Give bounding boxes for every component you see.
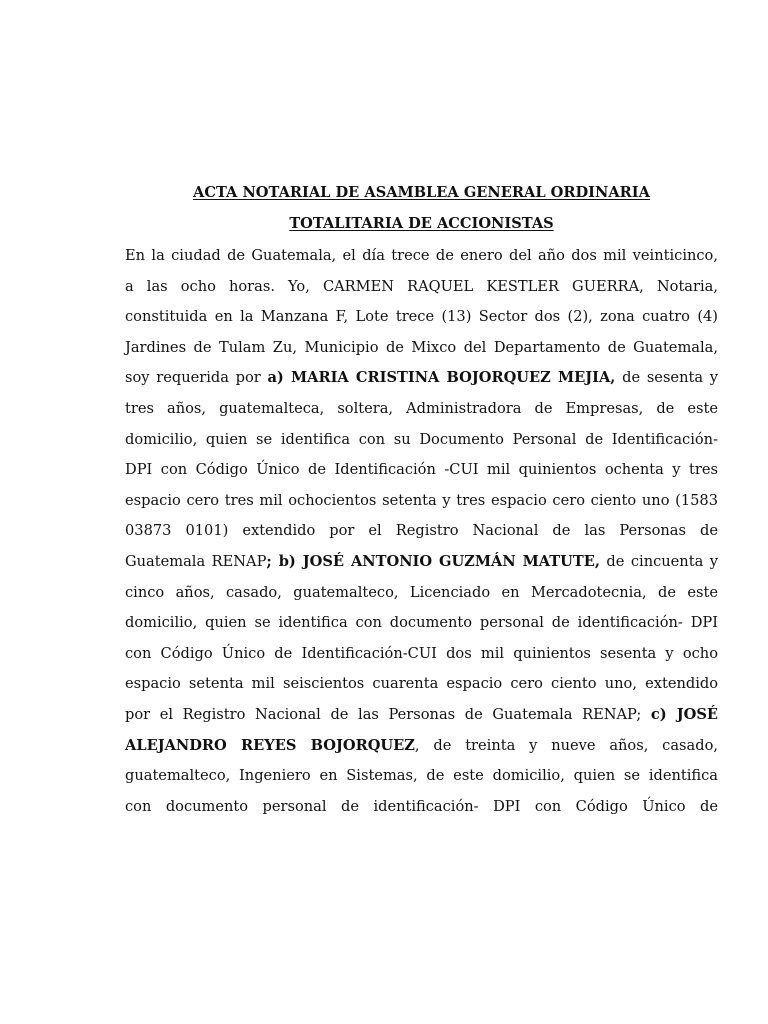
body-line <box>125 735 718 757</box>
body-text: espacio cero tres mil ochocientos setenta y tres espacio cero ciento uno (1583 <box>125 491 718 509</box>
body-line <box>125 704 718 726</box>
body-text: domicilio, quien se identifica con documento personal de identificación- DPI <box>125 614 718 632</box>
body-text: constituida en la Manzana F, Lote trece (13) Sector dos (2), zona cuatro (4) <box>125 308 718 326</box>
body-line <box>125 429 718 451</box>
body-line <box>125 276 718 298</box>
body-line <box>125 612 718 634</box>
body-text: por el Registro Nacional de las Personas de Guatemala RENAP; <box>125 706 651 723</box>
body-bold-text: ALEJANDRO REYES BOJORQUEZ <box>125 736 415 754</box>
body-line <box>125 490 718 512</box>
body-text: , de treinta y nueve años, casado, <box>414 736 719 754</box>
body-text: domicilio, quien se identifica con su Documento Personal de Identificación- <box>125 430 718 448</box>
document-title-text-2: TOTALITARIA DE ACCIONISTAS <box>289 215 554 232</box>
body-line <box>125 765 718 787</box>
body-text: DPI con Código Único de Identificación -CUI mil quinientos ochenta y tres <box>125 461 718 479</box>
body-line <box>125 551 718 573</box>
body-text: 03873 0101) extendido por el Registro Nacional de las Personas de <box>125 522 718 540</box>
body-text: de sesenta y <box>615 369 718 387</box>
body-text: Jardines de Tulam Zu, Municipio de Mixco del Departamento de Guatemala, <box>125 338 718 356</box>
document-title-text-1: ACTA NOTARIAL DE ASAMBLEA GENERAL ORDINARIA <box>193 184 650 201</box>
body-bold-text: a) MARIA CRISTINA BOJORQUEZ MEJIA, <box>267 369 616 387</box>
body-line <box>125 337 718 359</box>
body-line <box>125 673 718 695</box>
body-text: En la ciudad de Guatemala, el día trece de enero del año dos mil veinticinco, <box>125 247 718 264</box>
body-text: guatemalteco, Ingeniero en Sistemas, de este domicilio, quien se identifica <box>125 767 718 785</box>
body-line <box>125 367 718 389</box>
body-text: cinco años, casado, guatemalteco, Licenciado en Mercadotecnia, de este <box>125 583 718 601</box>
body-text: a las ocho horas. Yo, CARMEN RAQUEL KESTLER GUERRA, Notaria, <box>125 277 718 295</box>
body-line <box>125 582 718 604</box>
body-line <box>125 520 718 542</box>
body-text: espacio setenta mil seiscientos cuarenta espacio cero ciento uno, extendido <box>125 675 718 693</box>
document-title-line-2 <box>125 213 718 235</box>
body-line <box>125 306 718 328</box>
body-text: Guatemala RENAP <box>125 553 267 570</box>
body-line <box>125 796 718 818</box>
body-text: tres años, guatemalteca, soltera, Administradora de Empresas, de este <box>125 400 718 417</box>
body-line <box>125 459 718 481</box>
body-bold-text: c) JOSÉ <box>650 706 718 723</box>
document-title-line-1 <box>125 182 718 204</box>
body-line <box>125 398 718 420</box>
body-text: con Código Único de Identificación-CUI dos mil quinientos sesenta y ocho <box>125 644 718 662</box>
body-line <box>125 245 718 267</box>
body-text: con documento personal de identificación- DPI con Código Único de <box>125 797 718 815</box>
body-line <box>125 643 718 665</box>
body-text: soy requerida por <box>125 369 268 387</box>
body-text: de cincuenta y <box>599 553 718 570</box>
body-bold-text: ; b) JOSÉ ANTONIO GUZMÁN MATUTE, <box>266 553 600 570</box>
